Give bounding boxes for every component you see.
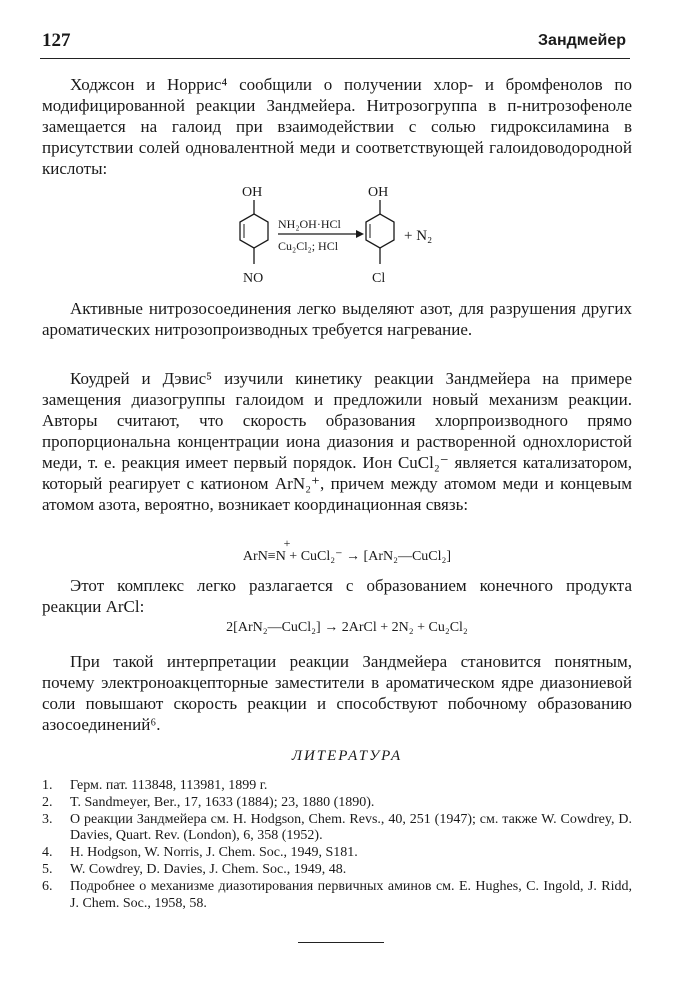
paragraph-text: При такой интерпретации реакции Зандмейера становится понятным, почему электроноакцепторные заместители в ароматическом ядре диазониевой соли повышают скорость реакции и способствуют побочному образованию азосоединений⁶. (42, 652, 632, 734)
end-rule (298, 942, 384, 943)
reagent-cuprous-chloride: Cu₂Cl₂; HCl (278, 239, 339, 253)
reference-number: 2. (42, 794, 53, 810)
paragraph-text: Ходжсон и Норрис⁴ сообщили о получении хлор- и бромфенолов по модифицированной реакции Зандмейера. Нитрозогруппа в п-нитрозофеноле замещается на галоид при взаимодействии с солью гидроксиламина в присутствии солей одновалентной меди и соответствующей галоидоводородной кислоты: (42, 75, 632, 178)
reference-item (42, 778, 632, 795)
reference-number: 3. (42, 811, 53, 827)
equation-charge-mark: + (283, 536, 291, 550)
product-oh-label: OH (368, 185, 389, 200)
reference-text: H. Hodgson, W. Norris, J. Chem. Soc., 1949, S181. (70, 845, 358, 861)
reagent-hydroxylamine: NH₂OH·HCl (278, 217, 341, 231)
paragraph-interpretation (42, 651, 632, 735)
paragraph-text: Активные нитрозосоединения легко выделяют азот, для разрушения других ароматических нитрозопроизводных требуется нагревание. (42, 299, 632, 339)
reference-text: Герм. пат. 113848, 113981, 1899 г. (70, 778, 268, 793)
reactant-no-label: NO (243, 271, 264, 286)
running-title: Зандмейер (538, 32, 626, 49)
reference-number: 4. (42, 845, 53, 861)
paragraph-nitroso (42, 298, 632, 340)
equation-text: ArN≡N + CuCl₂⁻ → [ArN₂—CuCl₂] (242, 549, 452, 564)
literature-heading: ЛИТЕРАТУРА (291, 748, 403, 764)
reference-item (42, 812, 632, 846)
paragraph-text: Этот комплекс легко разлагается с образованием конечного продукта реакции ArCl: (42, 576, 632, 616)
reference-item (42, 862, 632, 879)
reaction-scheme (190, 178, 490, 298)
reference-text: Подробнее о механизме диазотирования первичных аминов см. E. Hughes, C. Ingold, J. Ridd, J. Chem. Soc., 1958, 58. (70, 878, 632, 911)
page-number: 127 (42, 30, 71, 51)
reference-item (42, 795, 632, 812)
reference-text: О реакции Зандмейера см. H. Hodgson, Chem. Revs., 40, 251 (1947); см. также W. Cowdrey, D. Davies, Quart. Rev. (London), 6, 358 (1952). (70, 811, 632, 844)
paragraph-text: Коудрей и Дэвис⁵ изучили кинетику реакции Зандмейера на примере замещения диазогруппы галоидом и предложили новый механизм реакции. Авторы считают, что скорость образования хлорпроизводного прямо пропорциональна концентрации иона диазония и растворенной однохлористой меди, т. е. реакция имеет первый порядок. Ион CuCl₂⁻ является катализатором, который реагирует с катионом ArN₂⁺, причем между атомом меди и концевым атомом азота, вероятно, возникает координационная связь: (42, 369, 632, 514)
reaction-arrow-head (356, 230, 364, 238)
header-rule (40, 58, 630, 59)
reference-item (42, 845, 632, 862)
paragraph-hodgson-norris (42, 74, 632, 179)
reference-list (42, 778, 632, 912)
reference-number: 1. (42, 778, 53, 793)
reference-item (42, 879, 632, 913)
equation-text: 2[ArN₂—CuCl₂] → 2ArCl + 2N₂ + Cu₂Cl₂ (226, 620, 468, 635)
reference-text: T. Sandmeyer, Ber., 17, 1633 (1884); 23, 1880 (1890). (70, 794, 375, 810)
equation-complex-formation (0, 538, 694, 565)
product-cl-label: Cl (372, 271, 386, 286)
paragraph-complex-decomposition (42, 575, 632, 617)
reference-text: W. Cowdrey, D. Davies, J. Chem. Soc., 1949, 48. (70, 861, 347, 877)
byproduct-nitrogen: + N₂ (404, 228, 433, 244)
reactant-oh-label: OH (242, 185, 263, 200)
reference-number: 5. (42, 861, 53, 877)
reference-number: 6. (42, 878, 53, 894)
paragraph-cowdrey-davies (42, 368, 632, 515)
equation-decomposition (0, 620, 694, 636)
